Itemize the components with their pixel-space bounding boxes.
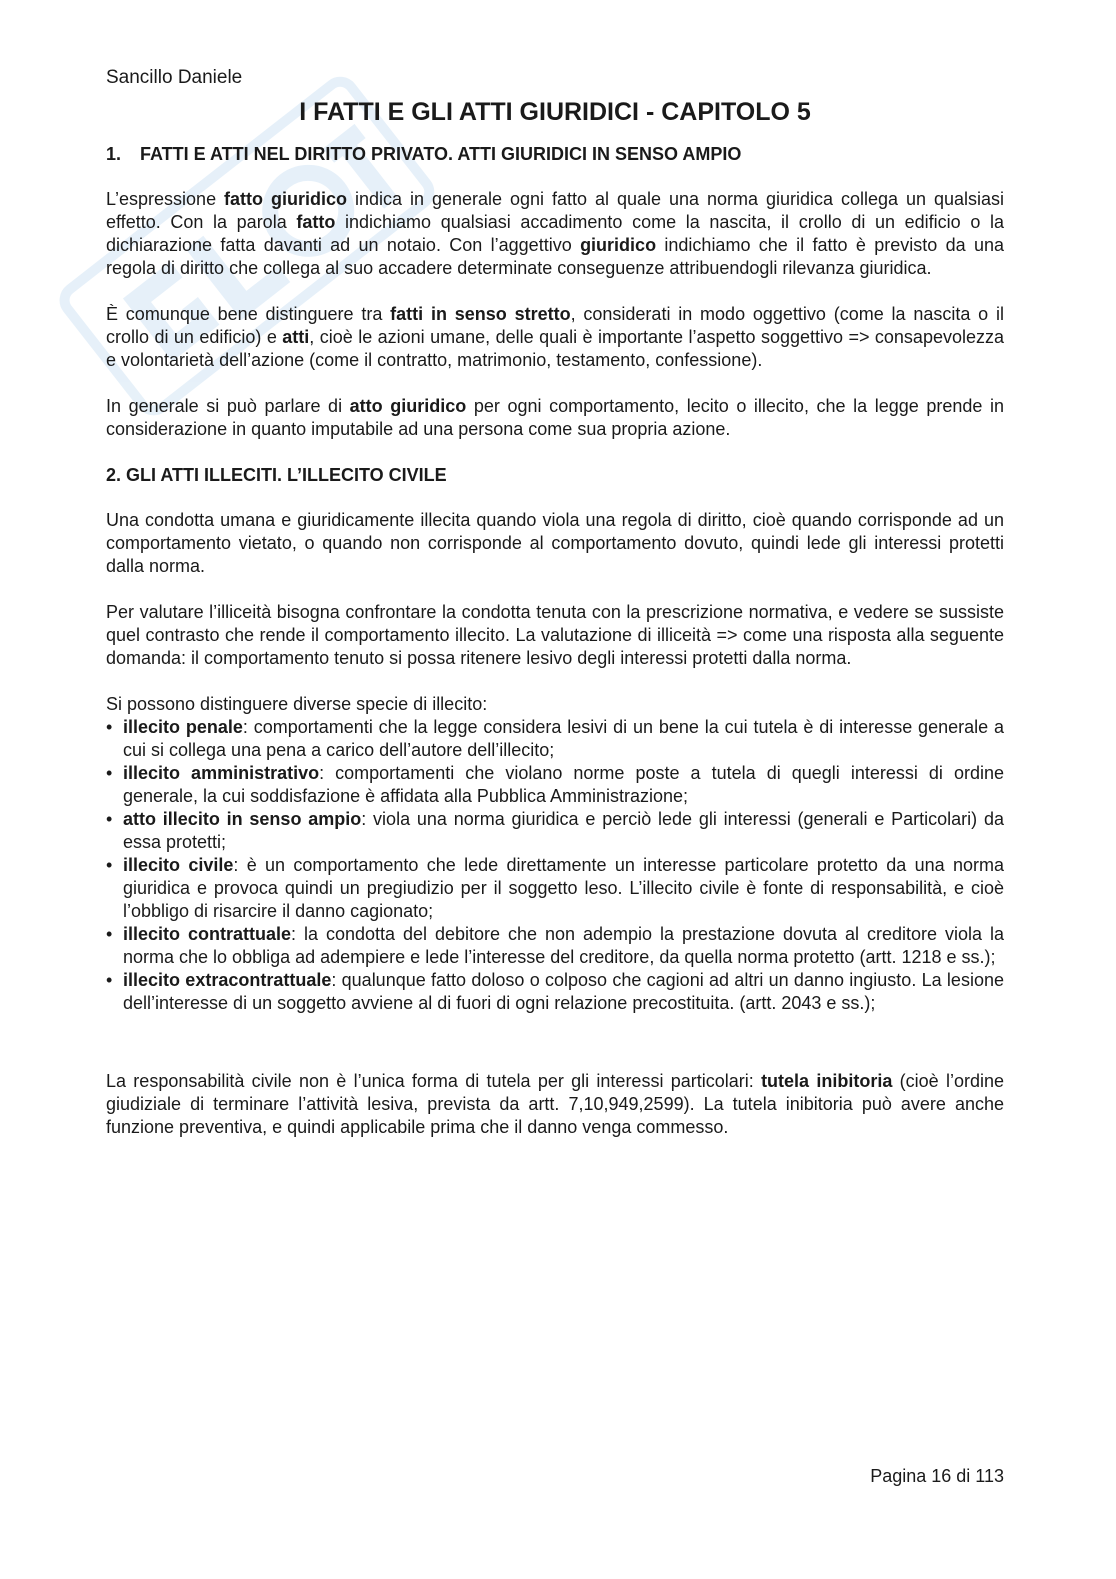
bold-term: giuridico [580, 235, 657, 255]
bullet-icon: • [106, 809, 113, 829]
bold-term: illecito amministrativo [123, 763, 320, 783]
section-2-paragraph-3 [106, 1070, 1004, 1139]
bold-term: illecito penale [123, 717, 243, 737]
text-run: indica in generale ogni fatto al quale una norma giuridica collega un qualsiasi effetto. Con la parola [106, 189, 1004, 232]
bold-term: atti [282, 327, 310, 347]
text-run: , cioè le azioni umane, delle quali è importante l’aspetto soggettivo => consapevolezza e volontarietà dell’azione (come il contratto, matrimonio, testamento, confessione). [106, 327, 1005, 370]
text-run: : comportamenti che la legge considera lesivi di un bene la cui tutela è di interesse generale a cui si collega una pena a carico dell’autore dell’illecito; [123, 717, 1004, 760]
text-run: : è un comportamento che lede direttamente un interesse particolare protetto da una norma giuridica e provoca quindi un pregiudizio per il soggetto leso. L’illecito civile è fonte di responsabilità, e cioè l’obbligo di risarcire il danno cagionato; [123, 855, 1004, 921]
bold-term: atto illecito in senso ampio [123, 809, 362, 829]
list-item [106, 854, 1004, 923]
page-title: I FATTI E GLI ATTI GIURIDICI - CAPITOLO 5 [299, 98, 811, 126]
document-page [106, 66, 1004, 1162]
text-run: L’espressione [106, 189, 225, 209]
text-run: : qualunque fatto doloso o colposo che cagioni ad altri un danno ingiusto. La lesione dell’interesse di un soggetto avviene al di fuori di ogni relazione precostituita. (artt. 2043 e ss.); [123, 970, 1004, 1013]
text-run: per ogni comportamento, lecito o illecito, che la legge prende in considerazione in quanto imputabile ad una persona come sua propria azione. [106, 396, 1005, 439]
text-run: La responsabilità civile non è l’unica forma di tutela per gli interessi particolari: [106, 1071, 762, 1091]
text-run: indichiamo qualsiasi accadimento come la nascita, il crollo di un edificio o la dichiarazione fatta davanti ad un notaio. Con l’aggettivo [106, 212, 1004, 255]
bullet-icon: • [106, 924, 113, 944]
section-1-heading-text: FATTI E ATTI NEL DIRITTO PRIVATO. ATTI GIURIDICI IN SENSO AMPIO [140, 144, 742, 164]
text-run: : viola una norma giuridica e perciò lede gli interessi (generali e Particolari) da essa protetti; [123, 809, 1004, 852]
species-list [106, 716, 1004, 1015]
section-2-paragraph-1: Una condotta umana e giuridicamente illecita quando viola una regola di diritto, cioè quando corrisponde ad un comportamento vietato, o quando non corrisponde al comportamento dovuto, quindi lede gli interessi protetti dalla norma. [106, 510, 1004, 576]
section-2-heading: 2. GLI ATTI ILLECITI. L’ILLECITO CIVILE [106, 465, 447, 485]
bold-term: fatto [296, 212, 336, 232]
section-2-paragraph-2: Per valutare l’illiceità bisogna confrontare la condotta tenuta con la prescrizione normativa, e vedere se sussiste quel contrasto che rende il comportamento illecito. La valutazione di illiceità => come una risposta alla seguente domanda: il comportamento tenuto si possa ritenere lesivo degli interessi protetti dalla norma. [106, 602, 1004, 668]
bold-term: fatto giuridico [224, 189, 348, 209]
list-item [106, 762, 1004, 808]
bold-term: atto giuridico [349, 396, 467, 416]
page-number: Pagina 16 di 113 [870, 1466, 1004, 1486]
bold-term: illecito contrattuale [123, 924, 291, 944]
text-run: In generale si può parlare di [106, 396, 350, 416]
text-run: , considerati in modo oggettivo (come la nascita o il crollo di un edificio) e [106, 304, 1004, 347]
section-1-paragraph-3 [106, 395, 1004, 441]
text-run: indichiamo che il fatto è previsto da una regola di diritto che collega al suo accadere determinate conseguenze attribuendogli rilevanza giuridica. [106, 235, 1004, 278]
text-run: (cioè l’ordine giudiziale di terminare l’attività lesiva, prevista da artt. 7,10,949,2599). La tutela inibitoria può avere anche funzione preventiva, e quindi applicabile prima che il danno venga commesso. [106, 1071, 1004, 1137]
bold-term: illecito civile [123, 855, 234, 875]
bold-term: fatti in senso stretto [390, 304, 571, 324]
author-name: Sancillo Daniele [106, 67, 243, 88]
species-intro: Si possono distinguere diverse specie di illecito: [106, 694, 488, 714]
text-run: È comunque bene distinguere tra [106, 304, 391, 324]
list-item [106, 923, 1004, 969]
section-1-paragraph-1 [106, 188, 1004, 280]
bold-term: illecito extracontrattuale [123, 970, 332, 990]
list-item [106, 808, 1004, 854]
section-1-number: 1. [106, 144, 122, 164]
bullet-icon: • [106, 855, 113, 875]
bullet-icon: • [106, 763, 113, 783]
list-item [106, 716, 1004, 762]
bold-term: tutela inibitoria [761, 1071, 893, 1091]
list-item [106, 969, 1004, 1015]
section-1-heading [106, 143, 1004, 166]
bullet-icon: • [106, 717, 113, 737]
text-run: : la condotta del debitore che non adempio la prestazione dovuta al creditore viola la norma che lo obbliga ad adempiere e lede l’interesse del creditore, da quella norma protetto (artt. 1218 e ss.); [123, 924, 1004, 967]
text-run: : comportamenti che violano norme poste a tutela di quegli interessi di ordine generale, la cui soddisfazione è affidata alla Pubblica Amministrazione; [123, 763, 1005, 806]
section-1-paragraph-2 [106, 303, 1004, 372]
bullet-icon: • [106, 970, 113, 990]
